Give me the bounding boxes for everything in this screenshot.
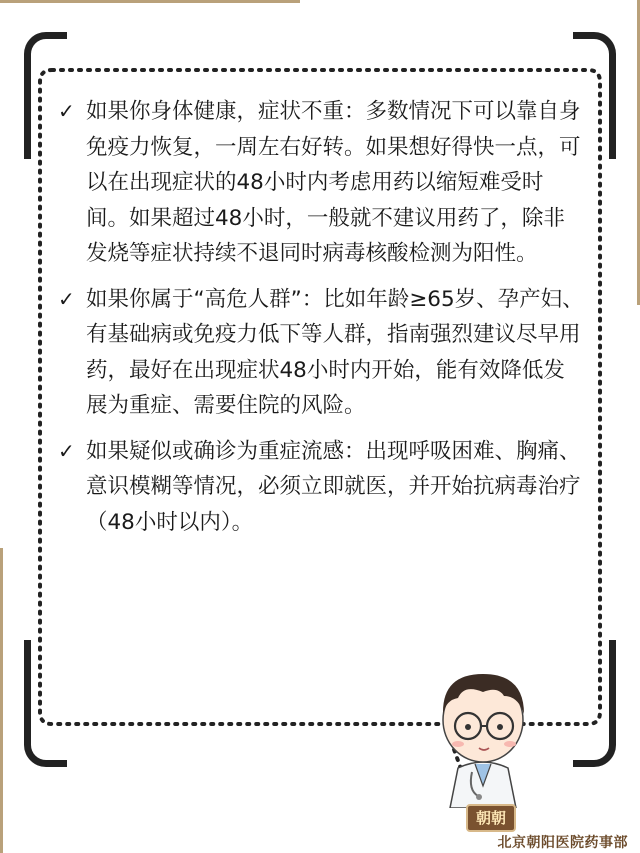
list-item xyxy=(58,94,586,272)
item-text: 如果你身体健康，症状不重：多数情况下可以靠自身免疫力恢复，一周左右好转。如果想好得快一点，可以在出现症状的48小时内考虑用药以缩短难受时间。如果超过48小时，一般就不建议用药了，除非发烧等症状持续不退同时病毒核酸检测为阳性。 xyxy=(86,99,581,266)
department-credit: 北京朝阳医院药事部 xyxy=(497,835,628,851)
check-icon: ✓ xyxy=(58,286,75,311)
check-icon: ✓ xyxy=(58,438,75,463)
check-icon: ✓ xyxy=(58,99,75,123)
doctor-mascot-icon xyxy=(428,668,538,808)
list-item xyxy=(58,282,586,424)
item-text: 如果你属于“高危人群”：比如年龄≥65岁、孕产妇、有基础病或免疫力低下等人群，指南强烈建议尽早用药，最好在出现症状48小时内开始，能有效降低发展为重症、需要住院的风险。 xyxy=(86,286,584,418)
list-item xyxy=(58,434,586,541)
item-text: 如果疑似或确诊为重症流感：出现呼吸困难、胸痛、意识模糊等情况，必须立即就医，并开始抗病毒治疗（48小时以内）。 xyxy=(86,438,581,535)
mascot-name-tag: 朝朝 xyxy=(466,804,516,832)
advice-list xyxy=(58,94,586,550)
